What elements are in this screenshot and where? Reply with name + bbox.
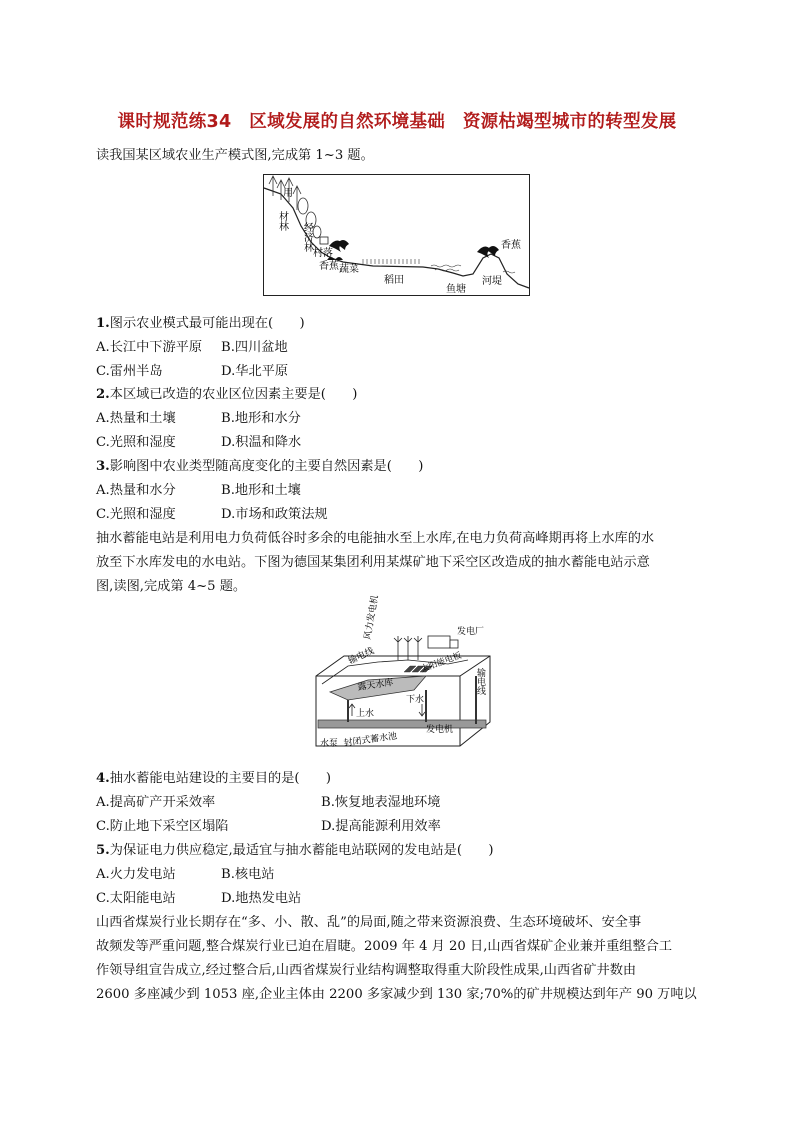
label-shangshui: 上水 <box>356 709 375 719</box>
option-3c: C.光照和湿度 <box>96 507 176 522</box>
option-2a: A.热量和土壤 <box>96 411 176 426</box>
question-1-options-row-1 <box>96 339 288 357</box>
option-3a: A.热量和水分 <box>96 483 176 498</box>
question-4-stem: 4.抽水蓄能电站建设的主要目的是( ) <box>96 771 332 786</box>
label-yongcailin <box>277 210 289 232</box>
option-2c: C.光照和湿度 <box>96 435 176 450</box>
question-3-stem: 3.影响图中农业类型随高度变化的主要自然因素是( ) <box>96 459 424 474</box>
label-cunluo: 村落 <box>313 248 333 259</box>
label-yutang: 鱼塘 <box>446 284 466 295</box>
pumped-storage-figure <box>308 594 498 766</box>
option-1b: B.四川盆地 <box>221 340 288 355</box>
label-taiyangneng: 太阳能电板 <box>419 650 463 675</box>
page-title: 课时规范练34 区域发展的自然环境基础 资源枯竭型城市的转型发展 <box>117 112 677 132</box>
paragraph-3-line-4: 2600 多座减少到 1053 座,企业主体由 2200 多家减少到 130 家;70%的矿井规模达到年产 90 万吨以 <box>96 987 697 1002</box>
question-2-stem: 2.本区域已改造的农业区位因素主要是( ) <box>96 387 358 402</box>
label-lutian: 露天水库 <box>357 678 395 693</box>
paragraph-2-line-1: 抽水蓄能电站是利用电力负荷低谷时多余的电能抽水至上水库,在电力负荷高峰期再将上水库的水 <box>96 531 655 546</box>
label-shudianxian-right: 输电线 <box>475 668 485 695</box>
option-4d: D.提高能源利用效率 <box>321 819 441 834</box>
option-3d: D.市场和政策法规 <box>221 507 328 522</box>
paragraph-3-line-3: 作领导组宣告成立,经过整合后,山西省煤炭行业结构调整取得重大阶段性成果,山西省矿井数由 <box>96 963 637 978</box>
question-3-options-row-2 <box>96 506 328 524</box>
option-4c: C.防止地下采空区塌陷 <box>96 819 229 834</box>
label-yongcailin-1: 用 <box>283 188 293 199</box>
option-4b: B.恢复地表湿地环境 <box>321 795 441 810</box>
option-4a: A.提高矿产开采效率 <box>96 795 216 810</box>
paragraph-2-line-2: 放至下水库发电的水电站。下图为德国某集团利用某煤矿地下采空区改造成的抽水蓄能电站示意 <box>96 555 650 570</box>
question-3-options-row-1 <box>96 482 301 500</box>
question-4-options-row-1 <box>96 794 441 812</box>
paragraph-3-line-2: 故频发等严重问题,整合煤炭行业已迫在眉睫。2009 年 4 月 20 日,山西省煤矿企业兼并重组整合工 <box>96 939 673 954</box>
paragraph-2-line-3: 图,读图,完成第 4~5 题。 <box>96 579 247 594</box>
paragraph-3-line-1: 山西省煤炭行业长期存在“多、小、散、乱”的局面,随之带来资源浪费、生态环境破坏、安全事 <box>96 915 642 930</box>
option-1a: A.长江中下游平原 <box>96 340 203 355</box>
label-shuibeng: 水泵 <box>320 739 339 749</box>
question-5-options-row-2 <box>96 890 302 908</box>
question-5-options-row-1 <box>96 866 275 884</box>
label-xiangjiao-right: 香蕉 <box>501 240 521 251</box>
label-daotian: 稻田 <box>384 275 404 286</box>
option-5a: A.火力发电站 <box>96 867 176 882</box>
option-2b: B.地形和水分 <box>221 411 301 426</box>
label-fengli: 风力发电机 <box>363 594 381 641</box>
question-2-options-row-1 <box>96 410 301 428</box>
label-shucai: 蔬菜 <box>339 264 359 275</box>
question-5-stem: 5.为保证电力供应稳定,最适宜与抽水蓄能电站联网的发电站是( ) <box>96 843 494 858</box>
question-2-options-row-2 <box>96 434 302 452</box>
option-5c: C.太阳能电站 <box>96 891 176 906</box>
agriculture-model-figure <box>263 174 530 296</box>
label-fadianji: 发电机 <box>426 725 454 735</box>
label-shudianxian-left: 输电线 <box>347 646 376 667</box>
label-hedi: 河堤 <box>482 276 502 287</box>
label-fadianchang: 发电厂 <box>457 627 485 637</box>
option-1c: C.雷州半岛 <box>96 364 163 379</box>
option-2d: D.积温和降水 <box>221 435 302 450</box>
question-1-stem: 1.图示农业模式最可能出现在( ) <box>96 316 305 331</box>
label-xiangjiao-left: 香蕉 <box>319 261 339 272</box>
label-xiashui: 下水 <box>406 695 425 705</box>
option-5d: D.地热发电站 <box>221 891 302 906</box>
option-5b: B.核电站 <box>221 867 275 882</box>
label-jingjilin: 经济林 <box>301 222 313 252</box>
svg-text:材林: 材林 <box>276 211 288 231</box>
question-1-options-row-2 <box>96 363 289 381</box>
question-4-options-row-2 <box>96 818 441 836</box>
option-3b: B.地形和土壤 <box>221 483 301 498</box>
option-1d: D.华北平原 <box>221 364 289 379</box>
label-fengbi: 封闭式蓄水池 <box>343 731 398 749</box>
intro-text-1: 读我国某区域农业生产模式图,完成第 1~3 题。 <box>96 148 374 163</box>
